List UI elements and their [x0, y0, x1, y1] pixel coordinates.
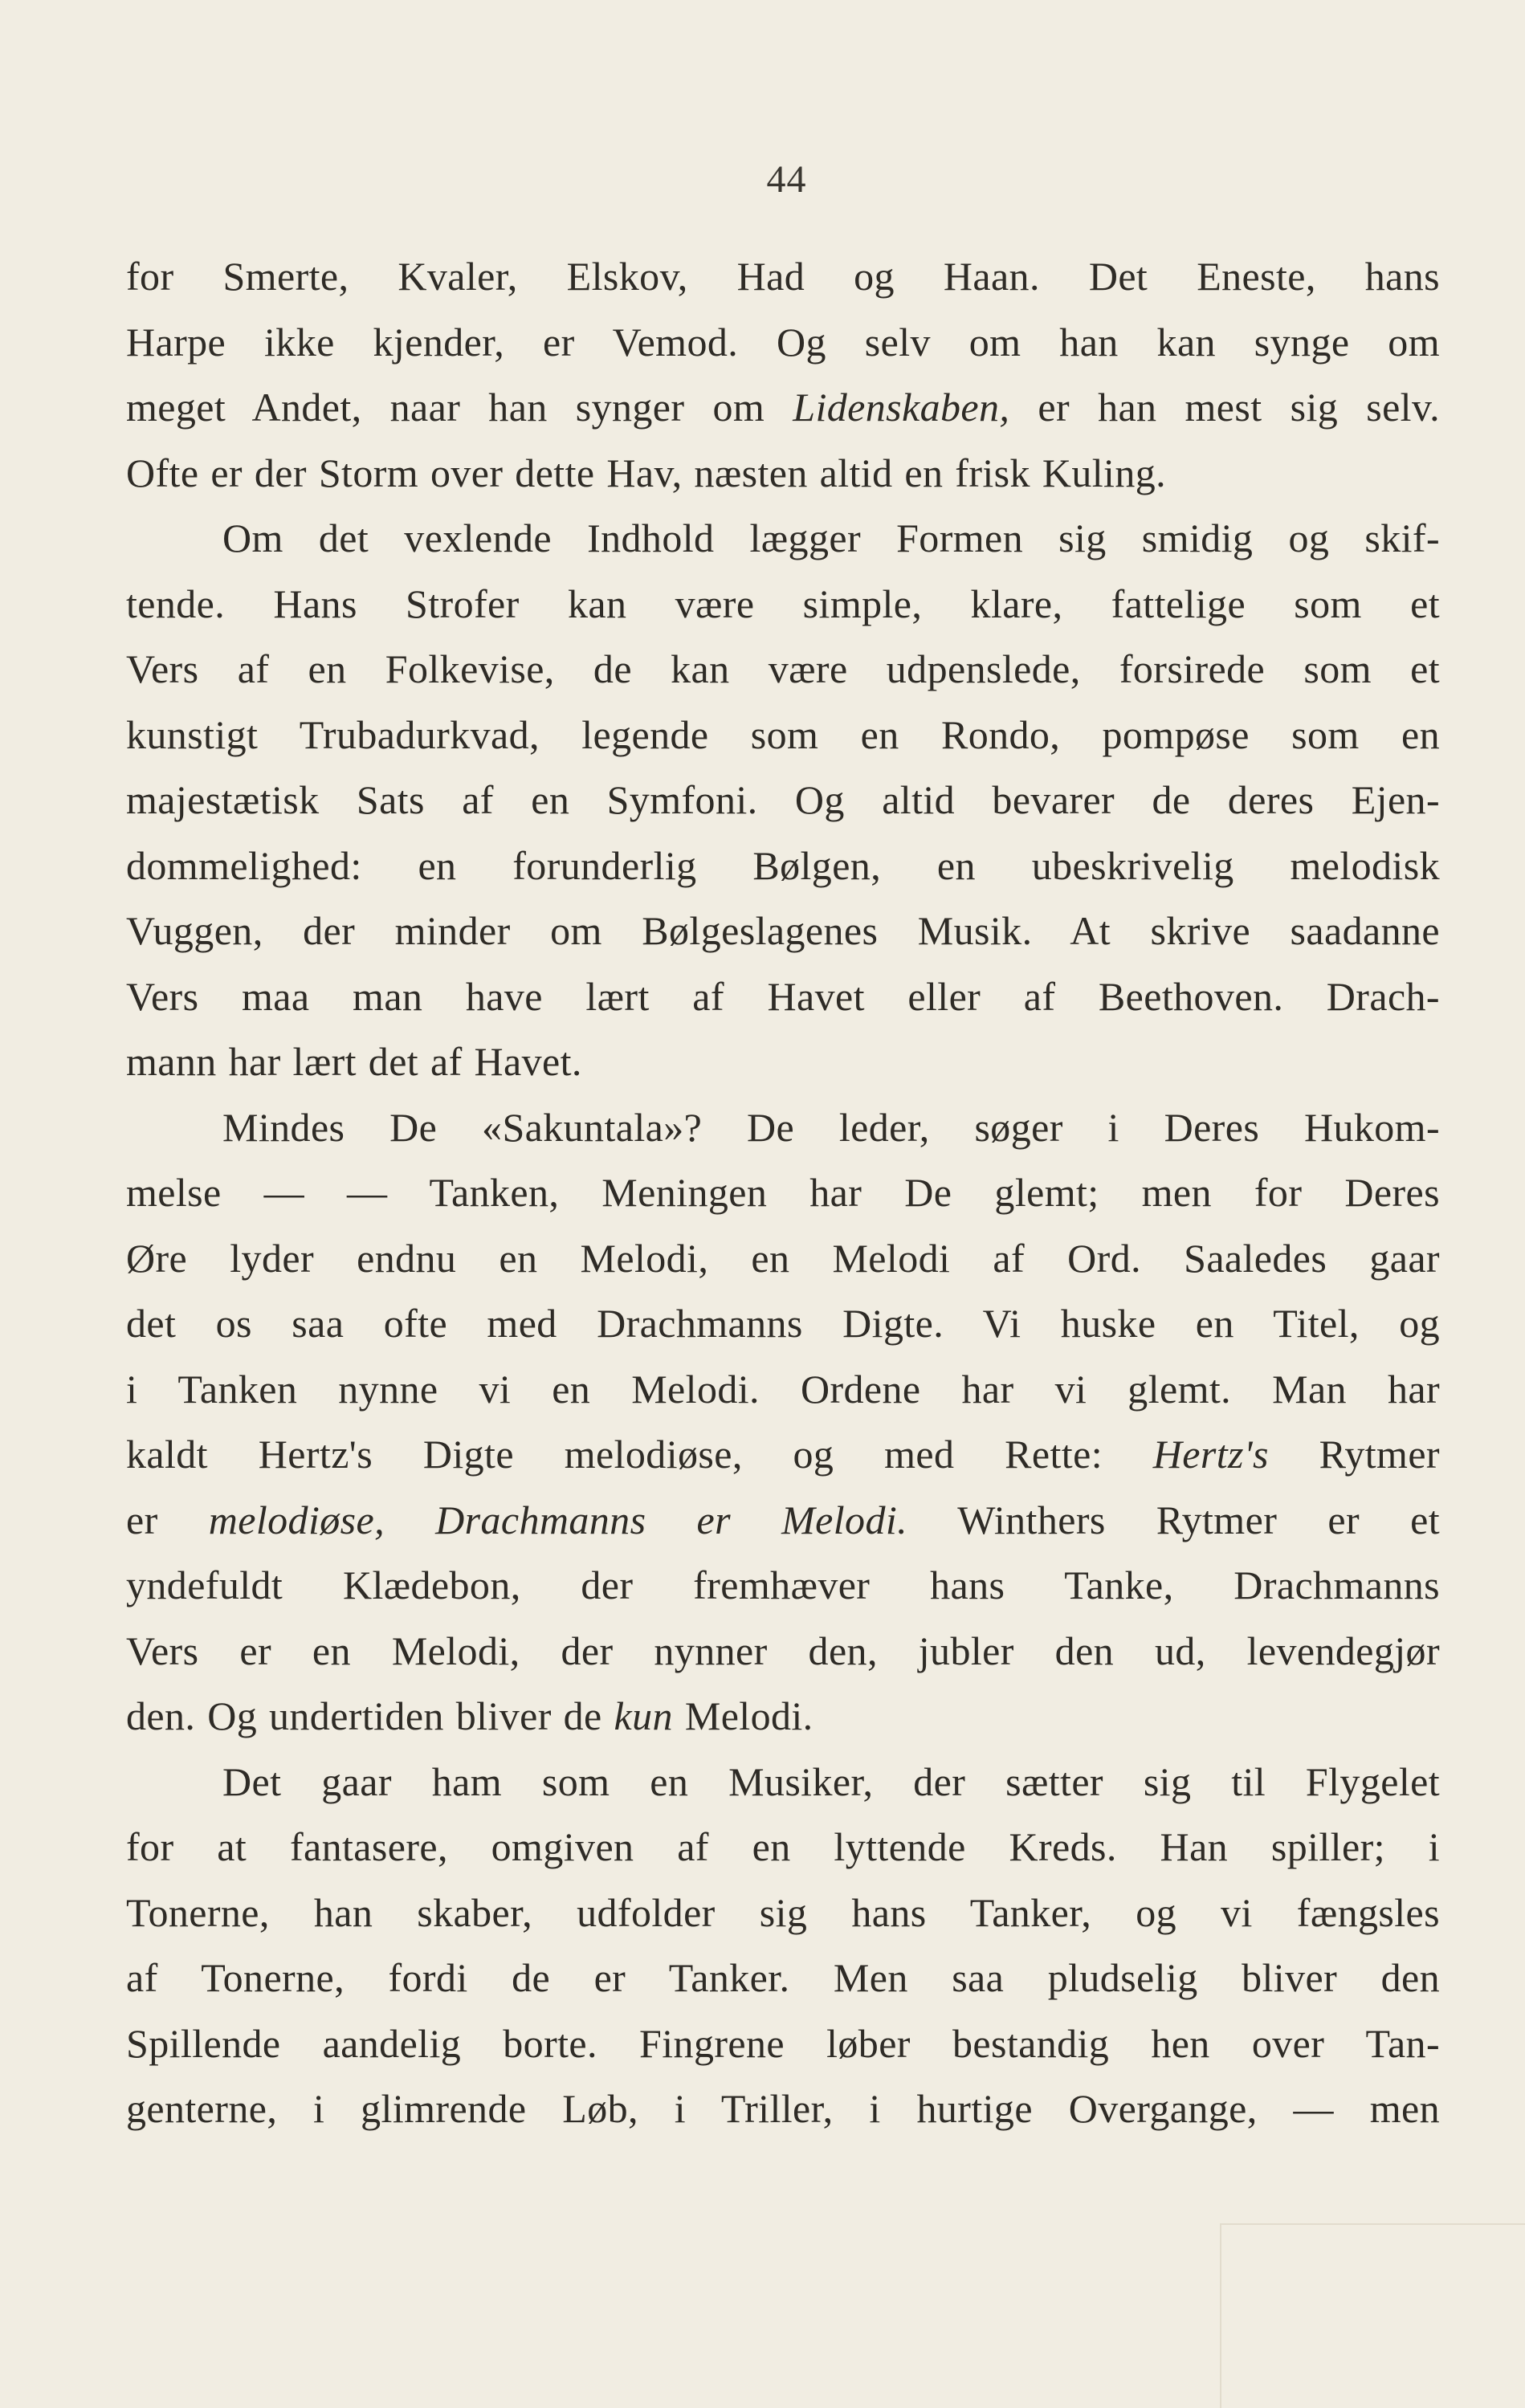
text-line: [126, 1291, 1440, 1357]
text-line: [126, 1357, 1440, 1423]
text-line: [126, 1422, 1440, 1488]
text-line: [126, 1095, 1440, 1161]
text-segment: Mindes De «Sakuntala»? De leder, søger i Deres Hukom-: [222, 1104, 1440, 1150]
text-line: [126, 637, 1440, 703]
text-line: [126, 768, 1440, 833]
text-segment: genterne, i glimrende Løb, i Triller, i hurtige Overgange, — men: [126, 2086, 1440, 2131]
text-line: [126, 375, 1440, 441]
text-line: [126, 2011, 1440, 2077]
text-segment: for at fantasere, omgiven af en lyttende Kreds. Han spiller; i: [126, 1824, 1440, 1869]
text-segment: er: [126, 1497, 209, 1542]
text-segment: melse — — Tanken, Meningen har De glemt; men for Deres: [126, 1170, 1440, 1215]
text-segment: majestætisk Sats af en Symfoni. Og altid bevarer de deres Ejen-: [126, 777, 1440, 822]
italic-text: Hertz's: [1152, 1432, 1269, 1477]
text-segment: i Tanken nynne vi en Melodi. Ordene har vi glemt. Man har: [126, 1366, 1440, 1412]
text-line: [126, 1619, 1440, 1685]
italic-text: kun: [614, 1693, 673, 1738]
text-segment: af Tonerne, fordi de er Tanker. Men saa pludselig bliver den: [126, 1955, 1440, 2000]
text-segment: Spillende aandelig borte. Fingrene løber bestandig hen over Tan-: [126, 2020, 1440, 2066]
text-line: [126, 703, 1440, 768]
text-segment: Tonerne, han skaber, udfolder sig hans Tanker, og vi fængsles: [126, 1889, 1440, 1935]
text-segment: den. Og undertiden bliver de: [126, 1693, 614, 1738]
text-line: [126, 964, 1440, 1030]
text-line: [126, 1880, 1440, 1946]
text-segment: Vers er en Melodi, der nynner den, jubler den ud, levendegjør: [126, 1628, 1440, 1673]
text-segment: kunstigt Trubadurkvad, legende som en Rondo, pompøse som en: [126, 711, 1440, 757]
text-line: [126, 1684, 1440, 1750]
text-segment: Harpe ikke kjender, er Vemod. Og selv om han kan synge om: [126, 319, 1440, 365]
text-line: [126, 2076, 1440, 2142]
text-line: [126, 833, 1440, 899]
body-text: [126, 244, 1440, 2142]
text-line: [126, 310, 1440, 376]
text-segment: tende. Hans Strofer kan være simple, klare, fattelige som et: [126, 581, 1440, 626]
italic-text: Lidenskaben,: [793, 385, 1010, 430]
page-number: 44: [766, 158, 807, 201]
text-line: [126, 1946, 1440, 2011]
text-segment: Øre lyder endnu en Melodi, en Melodi af Ord. Saaledes gaar: [126, 1235, 1440, 1281]
text-segment: Ofte er der Storm over dette Hav, næsten altid en frisk Kuling.: [126, 450, 1167, 495]
text-segment: Om det vexlende Indhold lægger Formen sig smidig og skif-: [222, 515, 1440, 560]
text-line: [126, 1815, 1440, 1880]
text-segment: yndefuldt Klædebon, der fremhæver hans Tanke, Drachmanns: [126, 1563, 1440, 1607]
text-segment: dommelighed: en forunderlig Bølgen, en ubeskrivelig melodisk: [126, 842, 1440, 888]
text-segment: for Smerte, Kvaler, Elskov, Had og Haan. Det Eneste, hans: [126, 254, 1440, 299]
text-segment: Winthers Rytmer er et: [907, 1497, 1441, 1542]
faint-rule-mark: [1220, 2223, 1525, 2408]
text-line: [126, 506, 1440, 572]
text-line: [126, 1553, 1440, 1619]
italic-text: melodiøse, Drachmanns er Melodi.: [208, 1497, 908, 1542]
text-segment: Rytmer: [1268, 1432, 1440, 1477]
text-segment: Vuggen, der minder om Bølgeslagenes Musik. At skrive saadanne: [126, 908, 1440, 953]
text-line: [126, 244, 1440, 310]
text-line: [126, 572, 1440, 638]
text-line: [126, 1160, 1440, 1226]
text-line: [126, 1029, 1440, 1095]
text-line: [126, 1750, 1440, 1815]
text-segment: det os saa ofte med Drachmanns Digte. Vi huske en Titel, og: [126, 1301, 1440, 1346]
text-line: [126, 1488, 1440, 1554]
text-segment: mann har lært det af Havet.: [126, 1039, 582, 1084]
text-segment: Vers af en Folkevise, de kan være udpenslede, forsirede som et: [126, 646, 1440, 691]
text-segment: kaldt Hertz's Digte melodiøse, og med Rette:: [126, 1432, 1153, 1477]
text-line: [126, 1226, 1440, 1292]
text-line: [126, 441, 1440, 507]
text-segment: Melodi.: [672, 1693, 813, 1738]
text-segment: Det gaar ham som en Musiker, der sætter sig til Flygelet: [222, 1758, 1440, 1804]
text-segment: Vers maa man have lært af Havet eller af Beethoven. Drach-: [126, 973, 1440, 1019]
text-segment: meget Andet, naar han synger om: [126, 385, 793, 430]
text-line: [126, 898, 1440, 964]
text-segment: er han mest sig selv.: [1009, 385, 1440, 430]
